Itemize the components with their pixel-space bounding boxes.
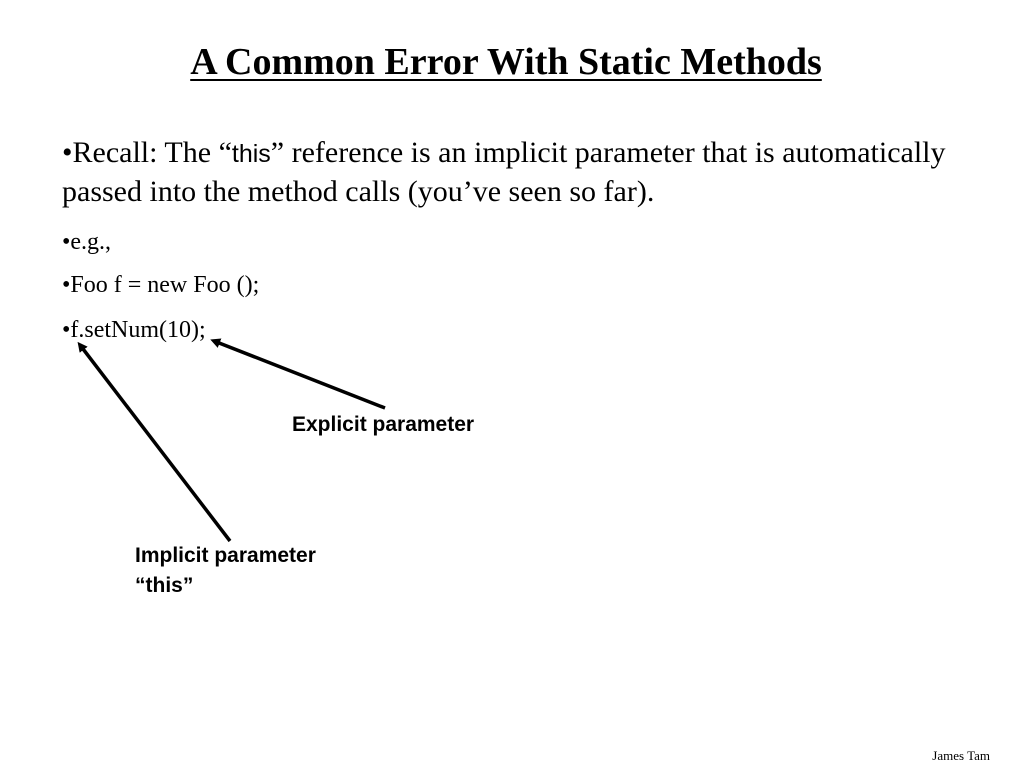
bullet-recall-prefix: •Recall: The “ (62, 136, 232, 169)
bullet-recall (62, 134, 962, 211)
author-footer: James Tam (932, 748, 990, 763)
bullet-code-line-2: •f.setNum(10); (62, 317, 206, 343)
this-keyword: this (231, 140, 271, 168)
implicit-parameter-label-line-1: Implicit parameter (135, 544, 316, 567)
implicit-parameter-label-line-2: “this” (135, 574, 194, 597)
slide-title: A Common Error With Static Methods (190, 41, 822, 83)
implicit-parameter-arrow (80, 345, 230, 541)
implicit-parameter-label (135, 541, 316, 601)
bullet-code-line-1: •Foo f = new Foo (); (62, 272, 260, 298)
bullet-eg: •e.g., (62, 229, 112, 255)
explicit-parameter-label: Explicit parameter (292, 413, 475, 436)
bullet-recall-suffix: ” reference is an implicit parameter that is automatically passed into the method calls (you’ve seen so far). (62, 136, 946, 208)
explicit-parameter-arrow (214, 341, 385, 408)
